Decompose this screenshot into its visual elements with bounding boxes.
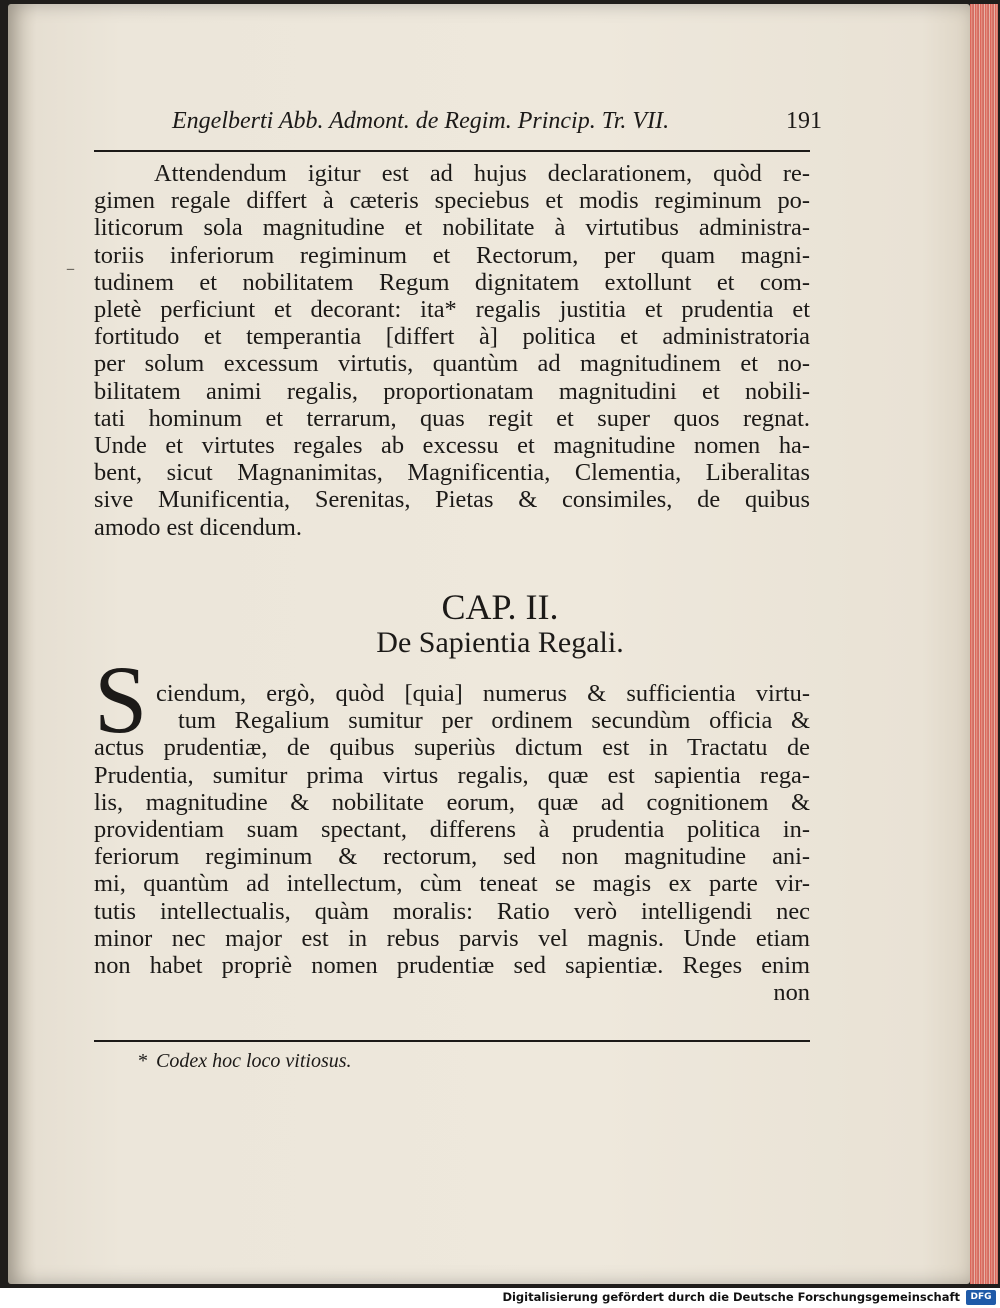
text-line: toriis inferiorum regiminum et Rectorum, per quam magni- [94,241,810,269]
text-line: amodo est dicendum. [94,513,302,541]
dfg-logo: DFG [966,1290,996,1305]
footnote-marker: * [138,1050,148,1072]
text-line: mi, quantùm ad intellectum, cùm teneat se magis ex parte vir- [94,870,810,898]
text-line: fortitudo et temperantia [differt à] politica et administratoria [94,323,810,351]
header-rule [94,150,810,152]
text-line: gimen regale differt à cæteris speciebus et modis regiminum po- [94,187,810,215]
chapter-number: CAP. II. [441,587,559,627]
text-line: ciendum, ergò, quòd [quia] numerus & sufficientia virtu- [156,680,810,707]
text-line: non habet propriè nomen prudentiæ sed sapientiæ. Reges enim [94,952,810,980]
running-title: Engelberti Abb. Admont. de Regim. Princip. Tr. VII. [172,108,670,134]
page-number: 191 [786,108,822,134]
running-header [172,108,822,142]
text-line: lis, magnitudine & nobilitate eorum, quæ ad cognitionem & [94,788,810,816]
catchword: non [773,979,810,1007]
text-line: feriorum regiminum & rectorum, sed non magnitudine ani- [94,843,810,871]
text-line: Unde et virtutes regales ab excessu et magnitudine nomen ha- [94,432,810,460]
text-line: sive Munificentia, Serenitas, Pietas & consimiles, de quibus [94,486,810,514]
paragraph-2 [94,680,810,1006]
text-line: tum Regalium sumitur per ordinem secundùm officia & [178,707,810,735]
text-line: providentiam suam spectant, differens à prudentia politica in- [94,816,810,844]
text-line: bent, sicut Magnanimitas, Magnificentia, Clementia, Liberalitas [94,459,810,487]
chapter-title: De Sapientia Regali. [376,626,624,659]
text-line: bilitatem animi regalis, proportionatam magnitudini et nobili- [94,377,810,405]
footnote-rule [94,1040,810,1042]
footnote-text: Codex hoc loco vitiosus. [156,1050,352,1072]
text-line: Prudentia, sumitur prima virtus regalis, quæ est sapientia rega- [94,761,810,789]
text-line: liticorum sola magnitudine et nobilitate à virtutibus administra- [94,214,810,242]
margin-mark: – [66,258,75,279]
text-line: tudinem et nobilitatem Regum dignitatem extollunt et com- [94,268,810,296]
text-line: Attendendum igitur est ad hujus declarationem, quòd re- [154,160,810,187]
drop-capital: S [94,646,148,753]
text-line: actus prudentiæ, de quibus superiùs dictum est in Tractatu de [94,734,810,762]
text-line: minor nec major est in rebus parvis vel magnis. Unde etiam [94,924,810,952]
text-line: tutis intellectualis, quàm moralis: Ratio verò intelligendi nec [94,897,810,925]
funding-credit: Digitalisierung gefördert durch die Deutsche Forschungsgemeinschaft [502,1290,960,1304]
paragraph-1 [94,160,810,541]
footnote [138,1050,352,1073]
credit-bar [0,1288,1000,1308]
text-line: per solum excessum virtutis, quantùm ad magnitudinem et no- [94,350,810,378]
text-line: pletè perficiunt et decorant: ita* regalis justitia et prudentia et [94,296,810,324]
text-line: tati hominum et terrarum, quas regit et super quos regnat. [94,404,810,432]
